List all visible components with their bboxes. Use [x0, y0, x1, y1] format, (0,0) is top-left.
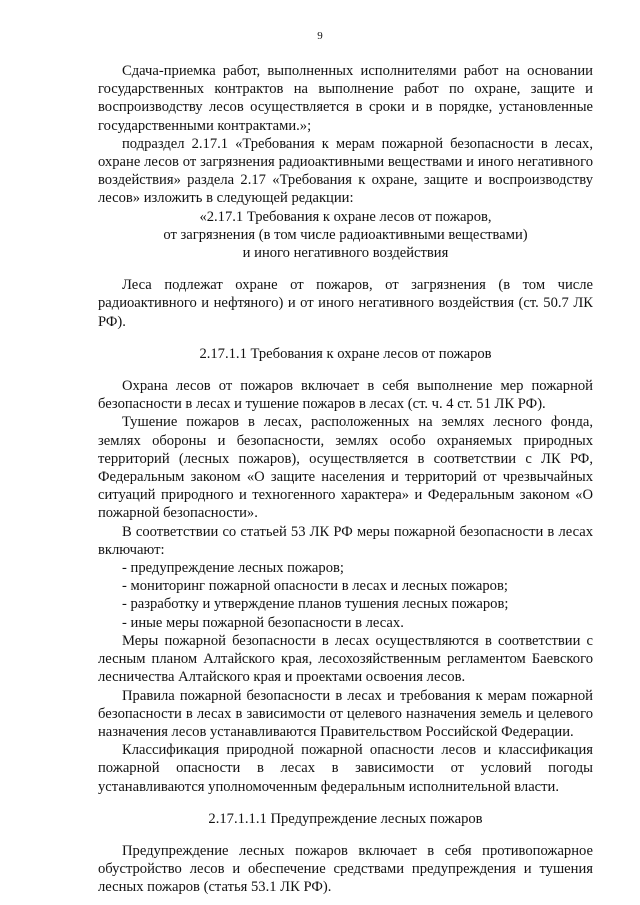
page-number: 9: [317, 30, 323, 42]
list-item: - предупреждение лесных пожаров;: [122, 560, 344, 577]
quoted-heading-line: и иного негативного воздействия: [242, 245, 449, 262]
paragraph-forest-protection: Леса подлежат охране от пожаров, от загрязнения (в том числе радиоактивного и нефтяного) и от иного негативного воздействия (ст. 50.7 ЛК РФ).: [98, 277, 593, 330]
list-item: - разработку и утверждение планов тушения лесных пожаров;: [122, 596, 509, 613]
paragraph-acceptance: Сдача-приемка работ, выполненных исполнителями работ на основании государственных контрактов на выполнение работ по охране, защите и воспроизводству лесов осуществляется в сроки и в порядке, установленные государственными контрактами.»;: [98, 63, 593, 134]
quoted-heading-line: от загрязнения (в том числе радиоактивными веществами): [163, 226, 528, 243]
document-body: [98, 62, 593, 897]
list-item: - мониторинг пожарной опасности в лесах и лесных пожаров;: [122, 578, 508, 595]
paragraph-fire-suppression: Тушение пожаров в лесах, расположенных на землях лесного фонда, землях обороны и безопасности, землях особо охраняемых природных территорий (лесных пожаров), осуществляется в соответствии с ЛК РФ, Федеральным законом «О защите населения и территорий от чрезвычайных ситуаций природного и техногенного характера» и Федеральным законом «О пожарной безопасности».: [98, 414, 593, 522]
list-item: - иные меры пожарной безопасности в лесах.: [122, 614, 404, 631]
section-heading: 2.17.1.1 Требования к охране лесов от пожаров: [199, 345, 492, 362]
paragraph-fire-prevention: Предупреждение лесных пожаров включает в себя противопожарное обустройство лесов и обеспечение средствами предупреждения и тушения лесных пожаров (статья 53.1 ЛК РФ).: [98, 842, 593, 896]
paragraph-fire-protection: Охрана лесов от пожаров включает в себя выполнение мер пожарной безопасности в лесах и тушение пожаров в лесах (ст. ч. 4 ст. 51 ЛК РФ).: [98, 378, 593, 413]
fire-safety-measures-list: [98, 559, 593, 632]
paragraph-forest-plan: Меры пожарной безопасности в лесах осуществляются в соответствии с лесным планом Алтайского края, лесохозяйственным регламентом Баевского лесничества Алтайского края и проектами освоения лесов.: [98, 632, 593, 686]
subsection-heading: 2.17.1.1.1 Предупреждение лесных пожаров: [208, 810, 483, 827]
paragraph-classification: Классификация природной пожарной опасности лесов и классификация пожарной опасности в лесах в зависимости от условий погоды устанавливаются уполномоченным федеральным исполнительной власти.: [98, 742, 593, 795]
paragraph-article-53: В соответствии со статьей 53 ЛК РФ меры пожарной безопасности в лесах включают:: [98, 523, 593, 558]
paragraph-fire-rules: Правила пожарной безопасности в лесах и требования к мерам пожарной безопасности в лесах в зависимости от целевого назначения земель и целевого назначения лесов устанавливаются Правительством Российской Федерации.: [98, 687, 593, 740]
quoted-heading-line: «2.17.1 Требования к охране лесов от пожаров,: [199, 208, 492, 225]
quoted-section-heading: [98, 208, 593, 263]
paragraph-subsection-edit: подраздел 2.17.1 «Требования к мерам пожарной безопасности в лесах, охране лесов от загрязнения радиоактивными веществами и иного негативного воздействия» раздела 2.17 «Требования к охране, защите и воспроизводству лесов» изложить в следующей редакции:: [98, 135, 593, 207]
